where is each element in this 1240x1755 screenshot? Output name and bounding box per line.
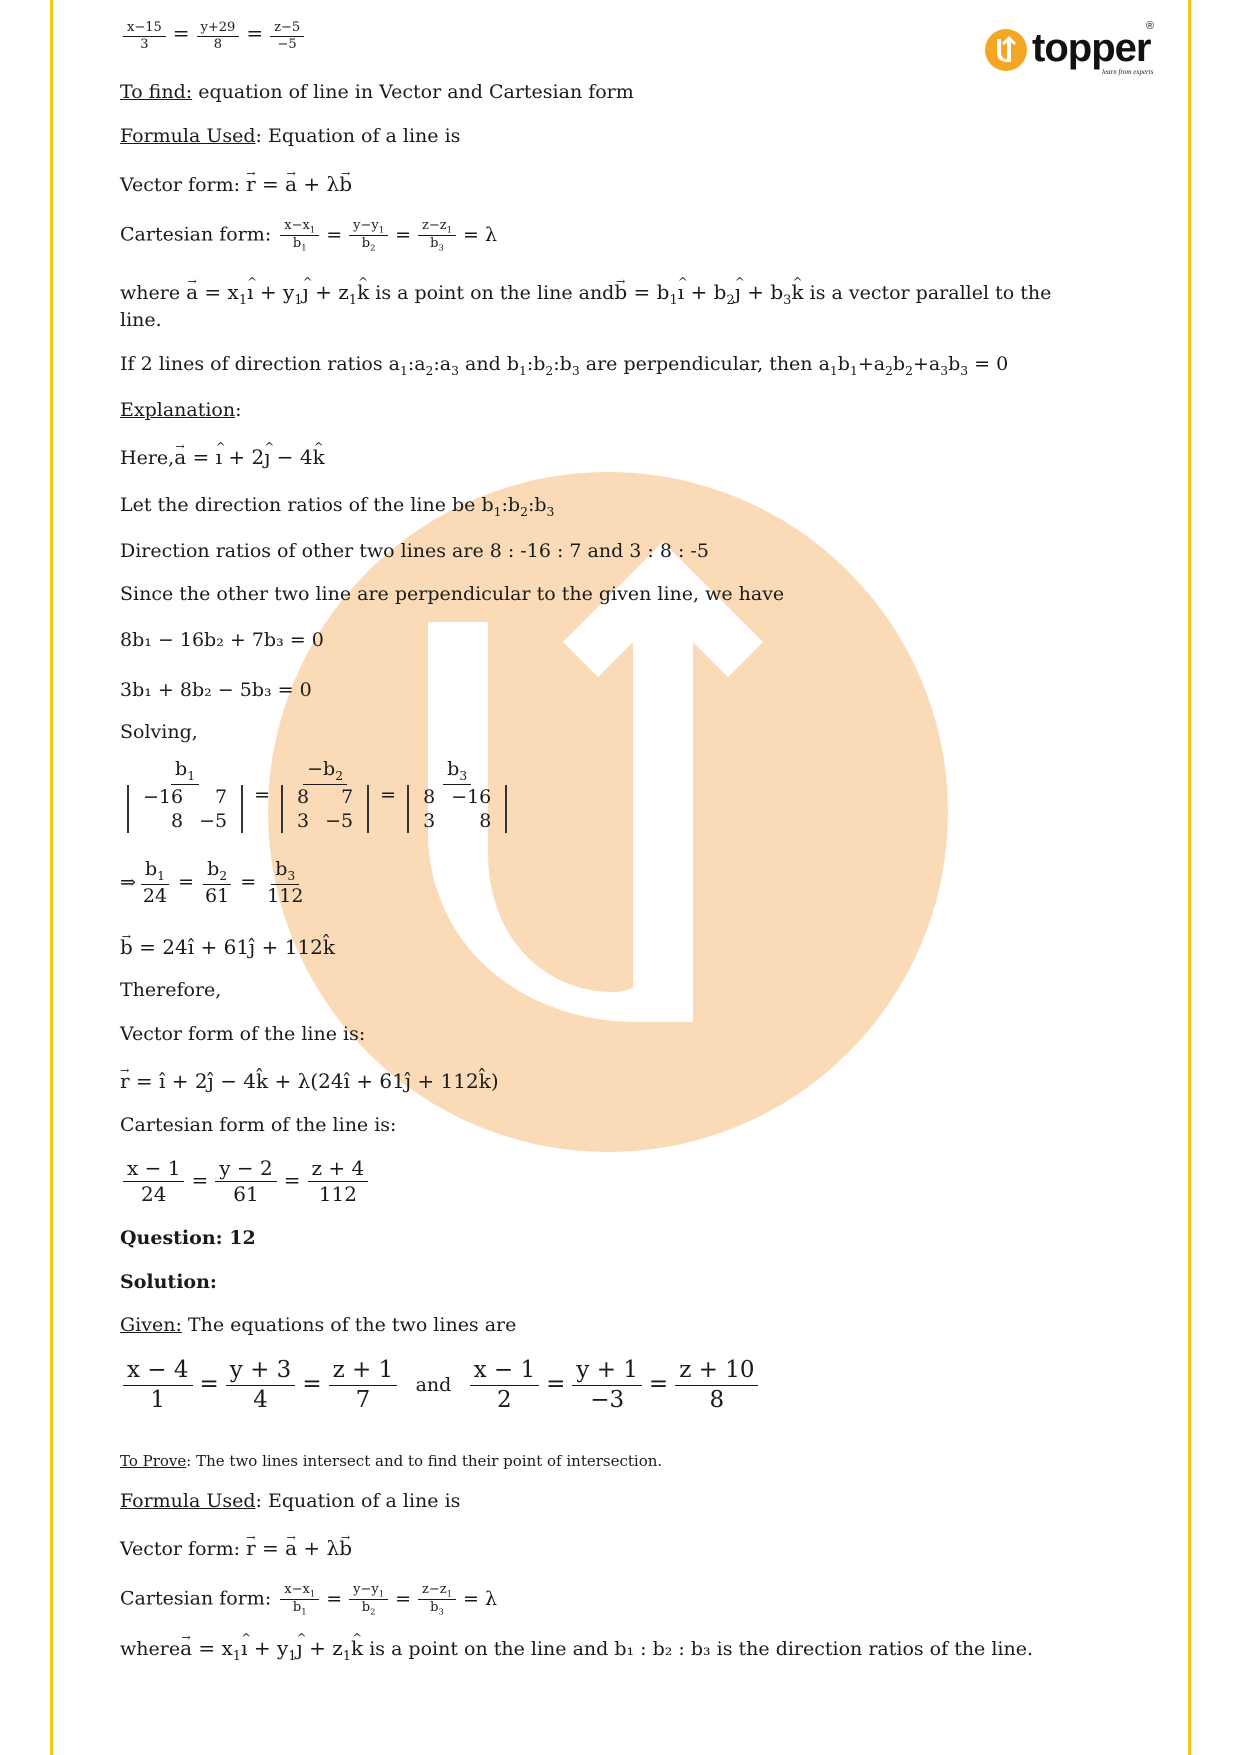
let-text: Let the direction ratios of the line be b: [120, 494, 494, 516]
equation-2: 3b₁ + 8b₂ − 5b₃ = 0: [120, 679, 312, 701]
cartesian-form-heading: Cartesian form of the line is:: [120, 1114, 397, 1136]
where-text-b: is a point on the line and: [369, 282, 615, 304]
frac-den: 2: [497, 1386, 512, 1413]
frac-den: 24: [141, 1182, 167, 1206]
and-text: and: [415, 1374, 452, 1397]
direction-ratios-line: Direction ratios of other two lines are 8 : -16 : 7 and 3 : 8 : -5: [120, 540, 709, 562]
where-line: where → $a = x_1\^{}$ ı + $y_1\^{}$ ȷ + $z_1\^{}$ k is a point on the line $and\to b = b_1\^{}$ ı + $b_2\^{}$ ȷ + $b_3\^{}$ k is a vector parallel to the: [120, 280, 1051, 313]
formula-used-line-2: [120, 1489, 460, 1513]
two-lines-equation: $\frac{x - 4}{1}$ = $\frac{y + 3}{4}$ = $\frac{z + 1}{7}$ and $\frac{x - 1}{2}$ = $\frac{y + 1}{-3}$ = $\frac{z + 10}{8}$: [120, 1356, 761, 1415]
formula-used-line: [120, 124, 460, 148]
frac-den: 8: [213, 37, 223, 53]
brand-name: topper: [1032, 26, 1151, 70]
vector-form-line-2: Vector form: → r = → a + λ→ b: [120, 1536, 352, 1561]
frac-num: z + 1: [329, 1356, 398, 1386]
ratio-result: ⇒ $\frac{b_1}{24}$ = $\frac{b_2}{61}$ = $\frac{b_3}{112}$: [120, 858, 304, 908]
top-equation: $\frac{x-15}{3}$ = $\frac{y+29}{8}$ = $\frac{z-5}{-5}$: [120, 20, 307, 54]
frac-den: 4: [253, 1386, 268, 1413]
vector-form-label-2: Vector form:: [120, 1538, 247, 1560]
frac-den: 3: [140, 37, 149, 53]
vector-form-heading: Vector form of the line is:: [120, 1023, 366, 1045]
perp-text-c: are perpendicular, then a: [585, 353, 830, 375]
frac-num: z + 4: [308, 1156, 369, 1182]
to-prove-text: : The two lines intersect and to find their point of intersection.: [186, 1452, 663, 1470]
to-prove-line: [120, 1449, 662, 1473]
here-label: Here,: [120, 447, 175, 469]
to-prove-label: To Prove: [120, 1452, 187, 1470]
cartesian-form-line-2: Cartesian form: $\frac{x-x_1}{b_1}$ = $\frac{y-y_1}{b_2}$ = $\frac{z-z_1}{b_3}$ = λ: [120, 1582, 498, 1617]
formula-label: Formula Used: [120, 125, 256, 147]
frac-den: 8: [709, 1386, 725, 1413]
explanation-line: Explanation:: [120, 399, 242, 421]
where-line-2: where→ $a = x_1\^{}$ ı + $y_1\^{}$ ȷ + $z_1\^{}$ k is a point on the line and b₁ : b₂ : b₃ is the direction ratios of the line.: [120, 1636, 1033, 1669]
given-line: [120, 1313, 516, 1337]
frac-num: y + 1: [572, 1356, 642, 1386]
vector-form-result: → r = î + 2ĵ − 4k̂ + λ(24î + 61ĵ + 112k̂): [120, 1069, 499, 1093]
cartesian-form-label-2: Cartesian form:: [120, 1587, 278, 1610]
cartesian-form-label: Cartesian form:: [120, 223, 278, 246]
brand-logo: [984, 22, 1164, 82]
formula-label-2: Formula Used: [120, 1490, 256, 1512]
where-line-cont: line.: [120, 309, 162, 331]
perpendicular-condition: If 2 lines of direction ratios $a_1:a_2:a_3$ and $b_1:b_2:b_3$ are perpendicular, then $a_1b_1+a_2b_2+a_3b_3 = 0$: [120, 353, 1009, 378]
to-find-label: To find:: [120, 81, 193, 103]
where-text-2a: where: [120, 1638, 181, 1660]
to-find-text: equation of line in Vector and Cartesian form: [192, 81, 634, 103]
given-text: The equations of the two lines are: [181, 1314, 517, 1336]
brand-tagline: learn from experts: [1102, 68, 1154, 76]
solution-heading: Solution:: [120, 1271, 217, 1293]
b-vector-value: = 24î + 61ĵ + 112k̂: [139, 935, 336, 959]
topper-logo-icon: [984, 28, 1028, 72]
frac-num: x − 1: [470, 1356, 540, 1386]
perp-text-d: = 0: [974, 353, 1009, 375]
here-line: Here,→ a = ^ ı + 2^ ȷ − 4^ k: [120, 445, 325, 470]
frac-den: 61: [233, 1182, 259, 1206]
frac-num: x − 4: [123, 1356, 193, 1386]
cartesian-form-result: $\frac{x - 1}{24}$ = $\frac{y - 2}{61}$ = $\frac{z + 4}{112}$: [120, 1156, 371, 1207]
explanation-label: Explanation: [120, 399, 236, 421]
solving-label: Solving,: [120, 721, 198, 743]
frac-den: 7: [355, 1386, 371, 1413]
frac-den: 112: [318, 1182, 357, 1206]
frac-num: x − 1: [123, 1156, 184, 1182]
b-vector-line: → b = 24î + 61ĵ + 112k̂: [120, 935, 335, 959]
frac-den: −5: [277, 37, 297, 53]
vector-form-line: Vector form: → r = → a + λ→ b: [120, 172, 352, 197]
to-find-line: [120, 80, 634, 104]
frac-num: z−5: [270, 20, 304, 37]
where-text-c: is a vector parallel to the: [803, 282, 1052, 304]
frac-num: y − 2: [215, 1156, 277, 1182]
page-border-right: [1188, 0, 1191, 1755]
r-final-value: = î + 2ĵ − 4k̂ + λ(24î + 61ĵ + 112k̂): [135, 1069, 499, 1093]
formula-text-2: : Equation of a line is: [255, 1490, 461, 1512]
frac-den: 1: [150, 1386, 166, 1413]
registered-mark: ®: [1146, 20, 1155, 32]
perp-text-a: If 2 lines of direction ratios a: [120, 353, 400, 375]
page-border-left: [50, 0, 53, 1755]
perp-text-b: and b: [465, 353, 519, 375]
cartesian-form-line: Cartesian form: $\frac{x-x_1}{b_1}$ = $\frac{y-y_1}{b_2}$ = $\frac{z-z_1}{b_3}$ = λ: [120, 218, 498, 253]
vector-form-label: Vector form:: [120, 174, 247, 196]
determinant-ratio: $b_1$ −16 7 8 −5 = $-b_2$ 8 7 3 −5 = $b_3$ 8 −16 3 8: [120, 758, 514, 833]
question-heading: Question: 12: [120, 1227, 256, 1249]
frac-num: x−15: [123, 20, 166, 37]
frac-num: y+29: [197, 20, 240, 37]
frac-den: −3: [590, 1386, 625, 1413]
let-line: Let the direction ratios of the line be $b_1:b_2:b_3$: [120, 494, 555, 519]
where-text-a: where: [120, 282, 187, 304]
therefore-label: Therefore,: [120, 979, 222, 1001]
since-line: Since the other two line are perpendicular to the given line, we have: [120, 583, 785, 605]
equation-1: 8b₁ − 16b₂ + 7b₃ = 0: [120, 629, 324, 651]
frac-num: y + 3: [226, 1356, 296, 1386]
frac-num: z + 10: [675, 1356, 758, 1386]
formula-text: : Equation of a line is: [255, 125, 461, 147]
where-text-2b: is a point on the line and b₁ : b₂ : b₃ is the direction ratios of the line.: [363, 1638, 1034, 1660]
given-label: Given:: [120, 1314, 182, 1336]
